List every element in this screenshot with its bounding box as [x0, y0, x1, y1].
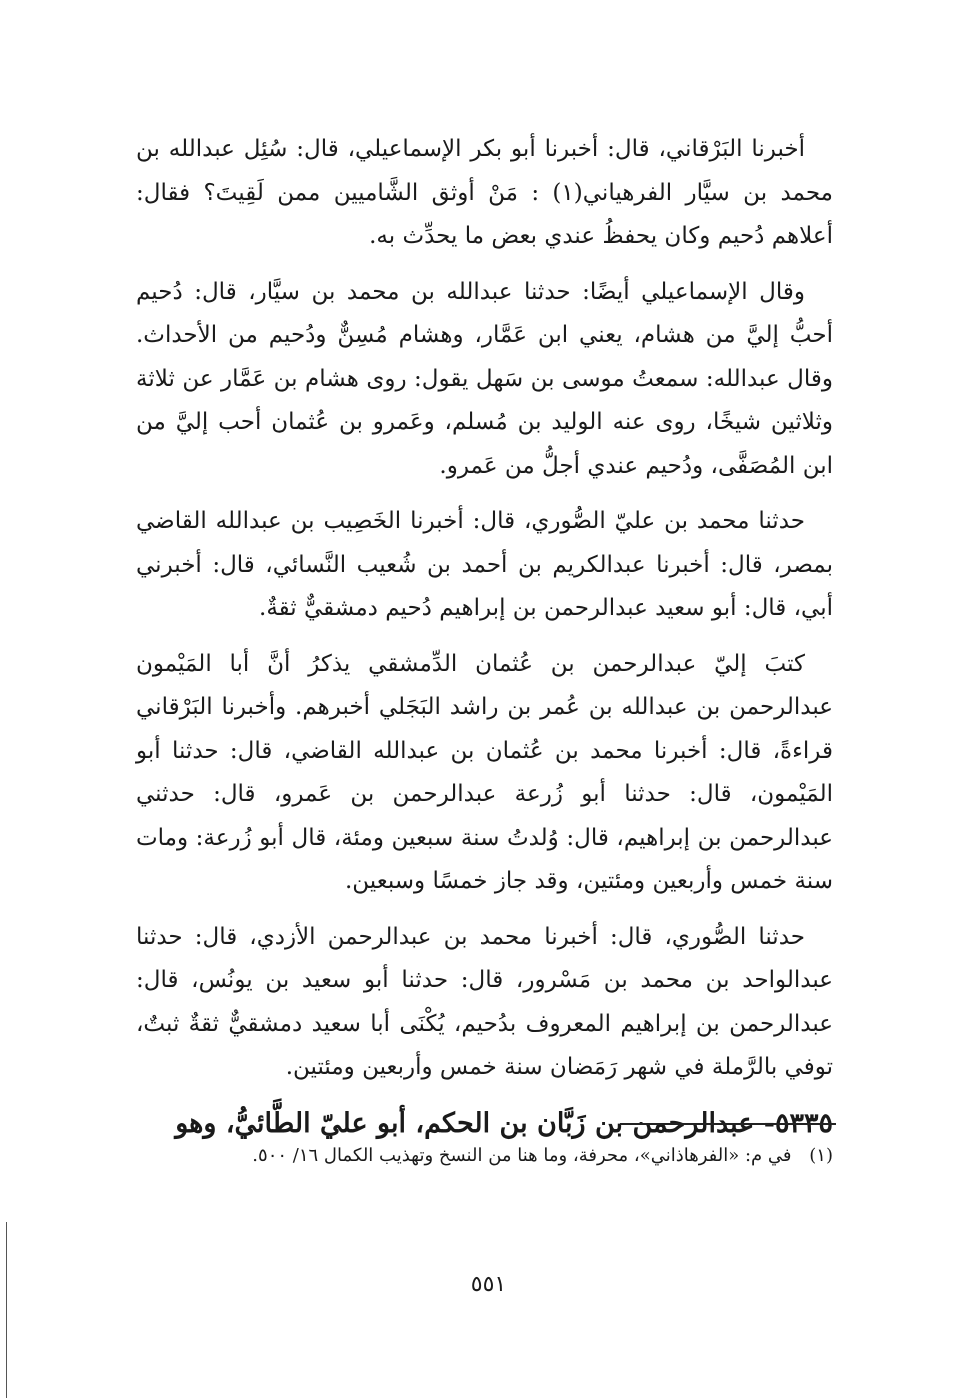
entry-heading: ٥٣٣٥- عبدالرحمن بن زَبَّان بن الحكم، أبو عليّ الطَّائيُّ، وهو [175, 1107, 833, 1139]
footnote-text: في م: «الفرهاذاني»، محرفة، وما هنا من النسخ وتهذيب الكمال ١٦/ ٥٠٠. [252, 1145, 792, 1166]
paragraph-3: حدثنا محمد بن عليّ الصُّوري، قال: أخبرنا الخَصِيب بن عبدالله القاضي بمصر، قال: أخبرنا عبدالكريم بن أحمد بن شُعيب النَّسائي، قال: أخبرني أبي، قال: أبو سعيد عبدالرحمن بن إبراهيم دُحيم دمشقيٌّ ثقةٌ. [136, 508, 833, 621]
footnote [136, 1142, 833, 1170]
paragraph-1: أخبرنا البَرْقاني، قال: أخبرنا أبو بكر الإسماعيلي، قال: سُئِل عبدالله بن محمد بن سيَّار الفرهياني(١) : مَنْ أوثق الشَّاميين ممن لَقِيتَ؟ فقال: أعلاهم دُحيم وكان يحفظُ عندي بعض ما يحدِّث به. [136, 136, 833, 249]
main-text [136, 128, 833, 1145]
footnote-divider [620, 1123, 836, 1125]
paragraph-5: حدثنا الصُّوري، قال: أخبرنا محمد بن عبدالرحمن الأزدي، قال: حدثنا عبدالواحد بن محمد بن مَسْرور، قال: حدثنا أبو سعيد بن يونُس، قال: عبدالرحمن بن إبراهيم المعروف بدُحيم، يُكْنَى أبا سعيد دمشقيٌّ ثقةٌ ثبتٌ، توفي بالرَّملة في شهر رَمَضان سنة خمس وأربعين ومئتين. [136, 923, 833, 1080]
footnote-marker: (١) [809, 1145, 833, 1166]
page-number: ٥٥١ [470, 1272, 507, 1297]
paragraph-2: وقال الإسماعيلي أيضًا: حدثنا عبدالله بن محمد بن سيَّار، قال: دُحيم أحبُّ إليَّ من هشام، يعني ابن عَمَّار، وهشام مُسِنٌّ ودُحيم من الأحداث. وقال عبدالله: سمعتُ موسى بن سَهل يقول: روى هشام بن عَمَّار عن ثلاثة وثلاثين شيخًا، روى عنه الوليد بن مُسلم، وعَمرو بن عُثمان أحب إليَّ من ابن المُصَفَّى، ودُحيم عندي أجلُّ من عَمرو. [136, 278, 833, 479]
paragraph-4: كتبَ إليّ عبدالرحمن بن عُثمان الدِّمشقي يذكرُ أنَّ أبا المَيْمون عبدالرحمن بن عبدالله بن عُمر بن راشد البَجَلي أخبرهم. وأخبرنا البَرْقاني قراءةً، قال: أخبرنا محمد بن عُثمان بن عبدالله القاضي، قال: حدثنا أبو المَيْمون، قال: حدثنا أبو زُرعة عبدالرحمن بن عَمرو، قال: حدثني عبدالرحمن بن إبراهيم، قال: وُلدتُ سنة سبعين ومئة، قال أبو زُرعة: ومات سنة خمس وأربعين ومئتين، وقد جاز خمسًا وسبعين. [136, 650, 833, 894]
scan-edge-line [6, 1222, 7, 1398]
